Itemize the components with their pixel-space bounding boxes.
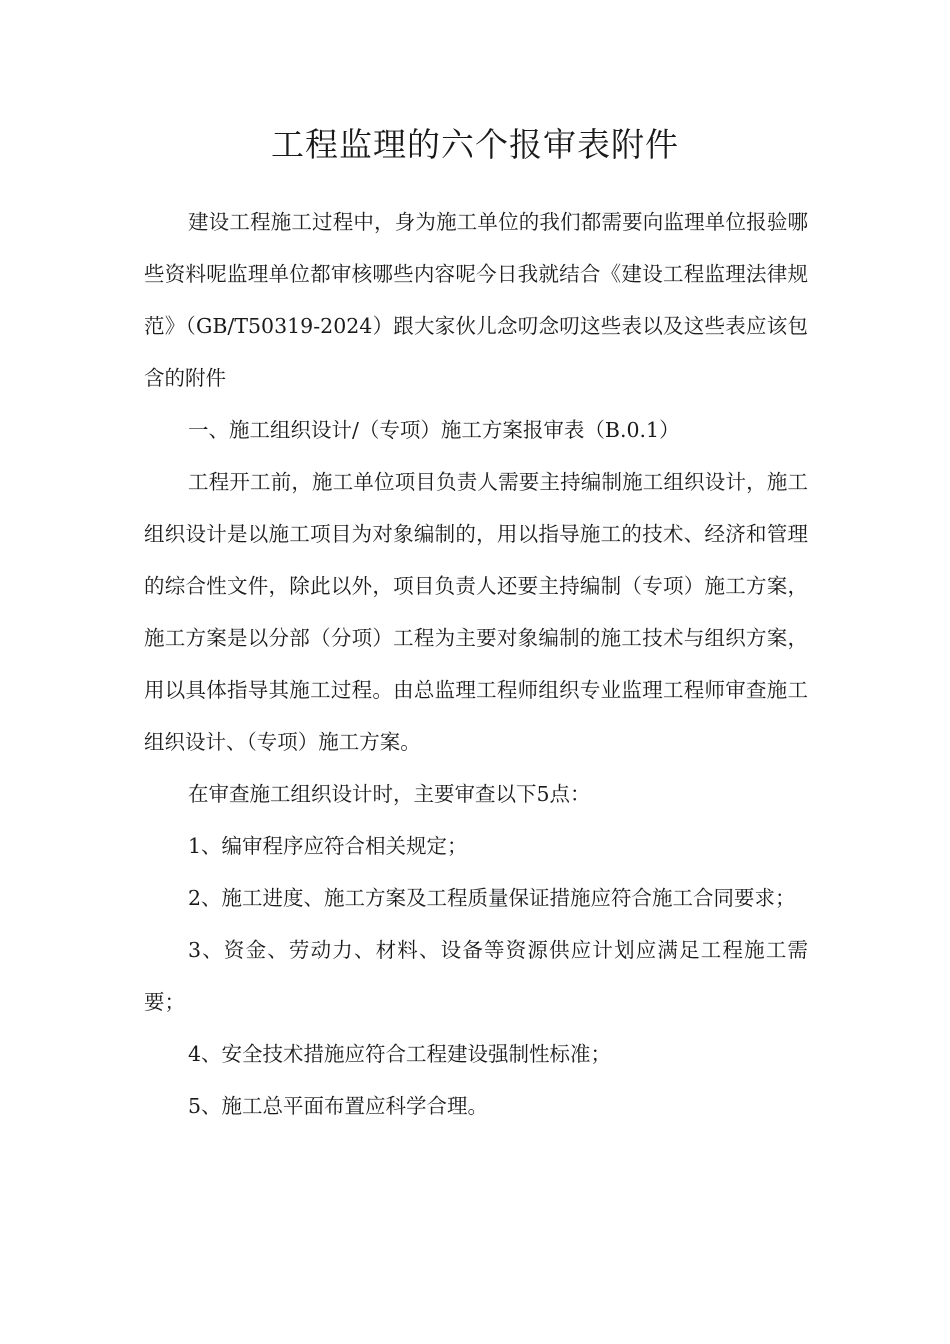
paragraph-review-points-intro: 在审查施工组织设计时，主要审查以下5点： (188, 782, 591, 806)
section-heading-b001: 一、施工组织设计/（专项）施工方案报审表（B.0.1） (188, 418, 680, 442)
review-point-2: 2、施工进度、施工方案及工程质量保证措施应符合施工合同要求； (188, 886, 796, 910)
document-title: 工程监理的六个报审表附件 (271, 125, 679, 164)
paragraph-intro: 建设工程施工过程中，身为施工单位的我们都需要向监理单位报验哪些资料呢监理单位都审核哪些内容呢今日我就结合《建设工程监理法律规范》（GB/T50319-2024）跟大家伙儿念叨念叨这些表以及这些表应该包含的附件 (144, 210, 808, 390)
review-point-4: 4、安全技术措施应符合工程建设强制性标准； (188, 1042, 612, 1066)
review-point-1: 1、编审程序应符合相关规定； (188, 834, 468, 858)
review-point-5: 5、施工总平面布置应科学合理。 (188, 1094, 489, 1118)
review-point-3: 3、资金、劳动力、材料、设备等资源供应计划应满足工程施工需要； (144, 938, 808, 1014)
paragraph-construction-plan: 工程开工前，施工单位项目负责人需要主持编制施工组织设计，施工组织设计是以施工项目为对象编制的，用以指导施工的技术、经济和管理的综合性文件，除此以外，项目负责人还要主持编制（专项）施工方案，施工方案是以分部（分项）工程为主要对象编制的施工技术与组织方案，用以具体指导其施工过程。由总监理工程师组织专业监理工程师审查施工组织设计、（专项）施工方案。 (144, 470, 808, 754)
document-body (144, 196, 808, 1132)
